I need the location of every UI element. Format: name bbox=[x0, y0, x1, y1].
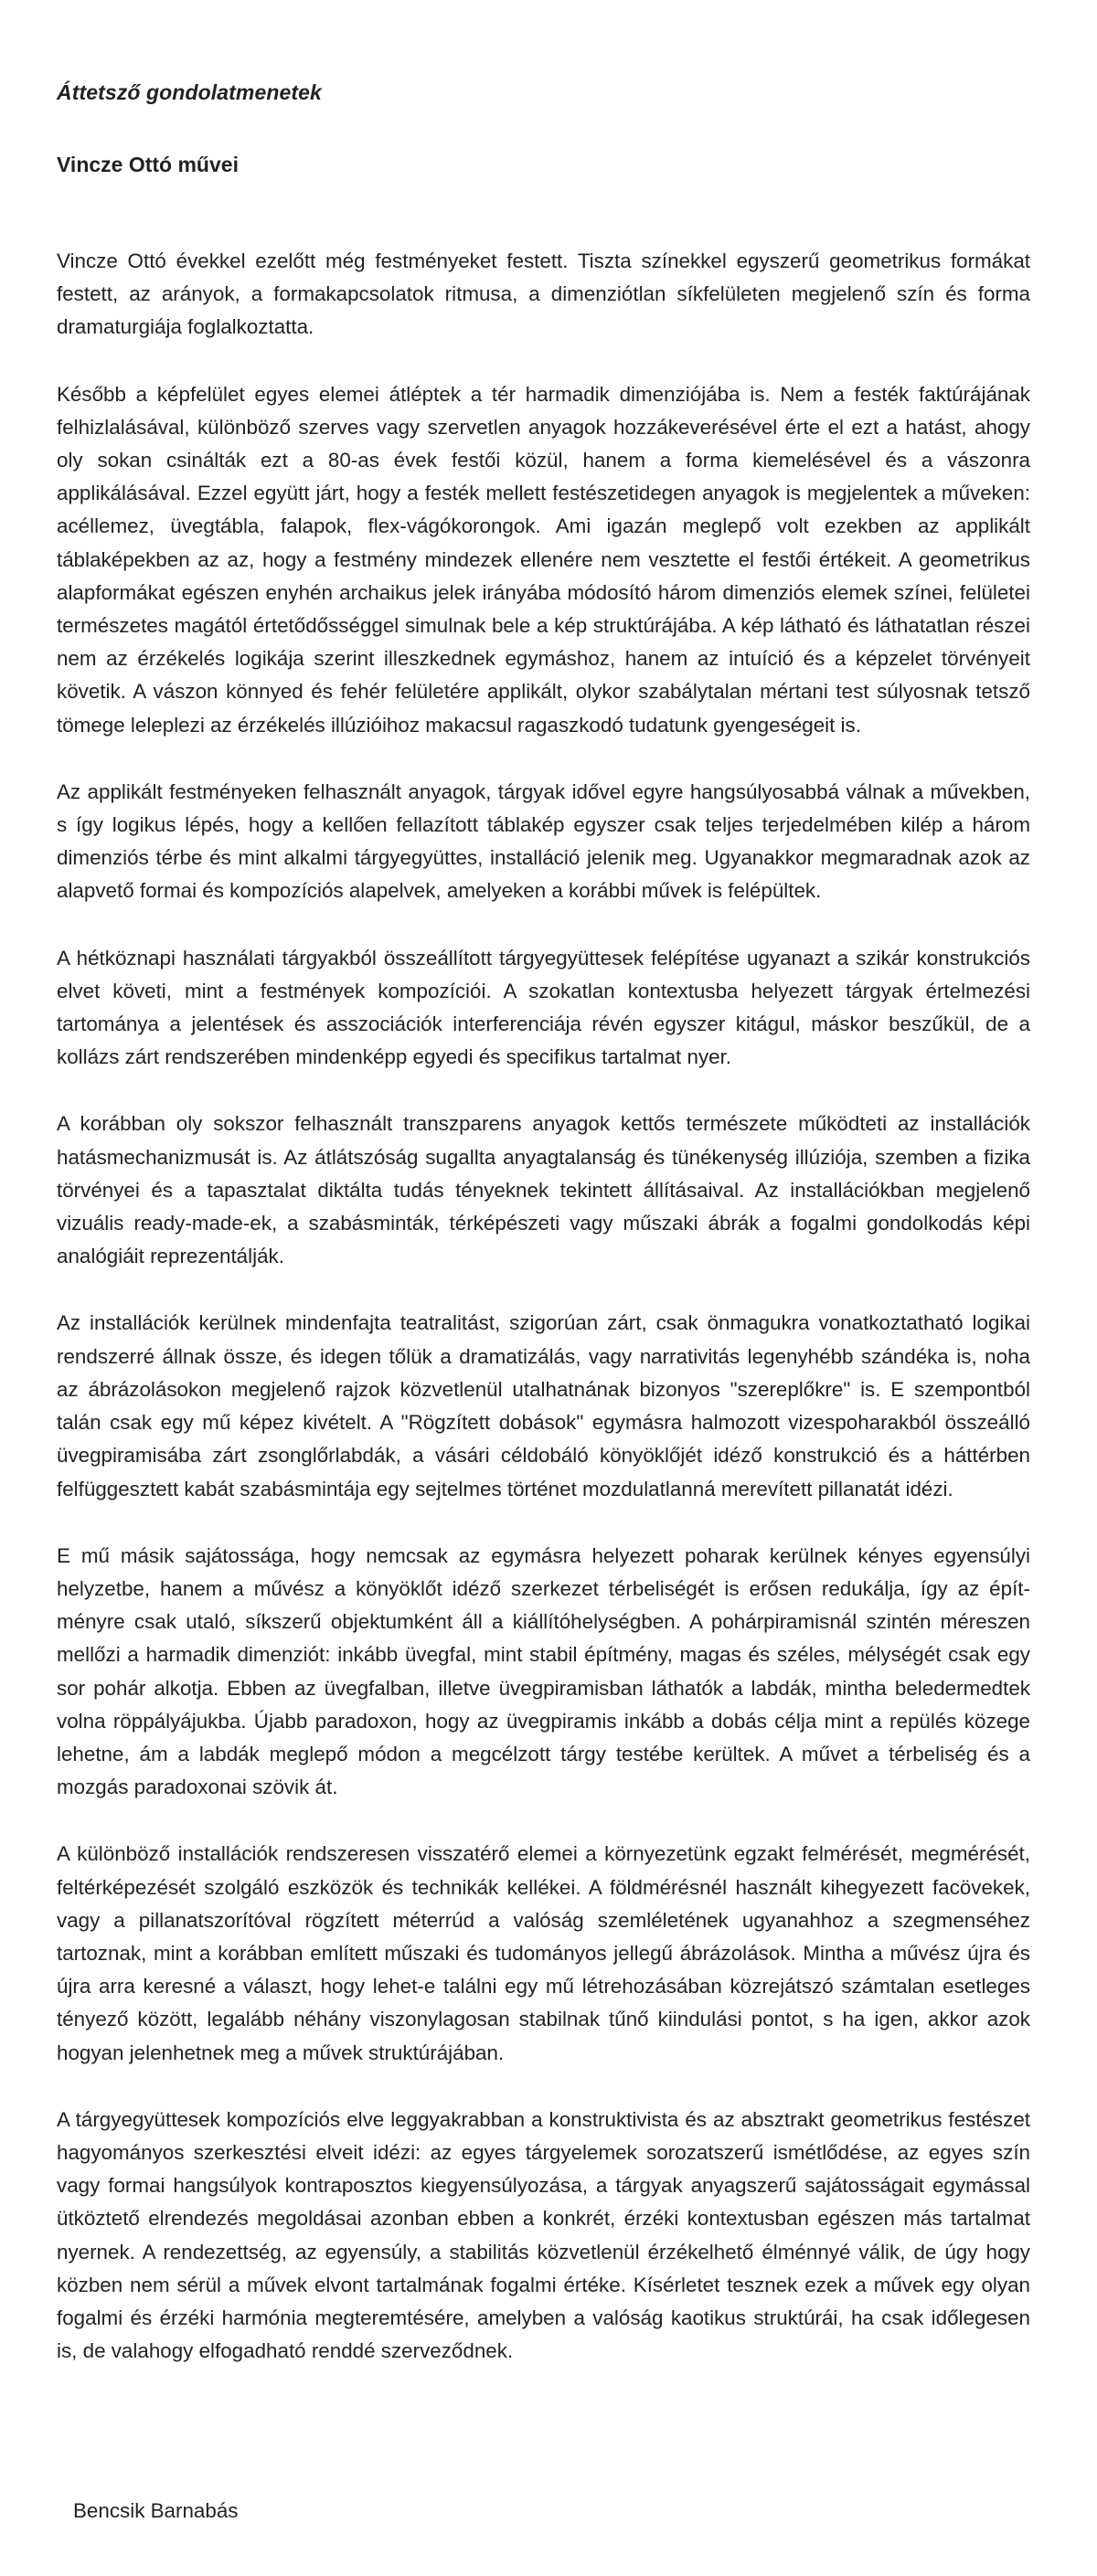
paragraph: E mű másik sajátossága, hogy nemcsak az egymásra helyezett poharak kerülnek kényes egyensúlyi helyzetbe, hanem a művész a könyöklőt idéző szerkezet térbeliségét is erősen redukálja, így az építményre csak utaló, síkszerű objektumként áll a kiállítóhelységben. A pohárpiramisnál szintén méreszen mellőzi a harmadik dimenziót: inkább üvegfal, mint stabil építmény, magas és széles, mélységét csak egy sor pohár alkotja. Ebben az üvegfalban, illetve üvegpiramisban láthatók a labdák, mintha beledermedtek volna röppályájukba. Újabb paradoxon, hogy az üvegpiramis inkább a dobás célja mint a repülés közege lehetne, ám a labdák meglepő módon a megcélzott tárgy testébe kerültek. A művet a térbeliség és a mozgás paradoxonai szövik át. bbox=[57, 1543, 1030, 1799]
paragraph: Az applikált festményeken felhasznált anyagok, tárgyak idővel egyre hangsúlyosabbá válnak a művekben, s így logikus lépés, hogy a kellően fellazított táblakép egyszer csak teljes terjedelmében kilép a három dimenziós térbe és mint alkalmi tárgyegyüttes, installáció jelenik meg. Ugyanakkor megmaradnak azok az alapvető formai és kompozíciós alapelvek, amelyeken a korábbi művek is felépültek. bbox=[57, 779, 1030, 903]
article-body bbox=[57, 245, 1030, 2401]
author-signature: Bencsik Barnabás bbox=[73, 2499, 239, 2522]
paragraph: A tárgyegyüttesek kompozíciós elve leggyakrabban a konstruktivista és az absztrakt geometrikus festészet hagyományos szerkesztési elveit idézi: az egyes tárgyelemek sorozatszerű ismétlődése, az egyes szín vagy formai hangsúlyok kontraposztos kiegyensúlyozása, a tárgyak anyagszerű sajátosságait egymással ütköztető elrendezés megoldásai azonban ebben a konkrét, érzéki kontextusban egészen más tartalmat nyernek. A rendezettség, az egyensúly, a stabilitás közvetlenül érzékelhető élménnyé válik, de úgy hogy közben nem sérül a művek elvont tartalmának fogalmi értéke. Kísérletet tesznek ezek a művek egy olyan fogalmi és érzéki harmónia megteremtésére, amelyben a valóság kaotikus struktúrái, ha csak időlegesen is, de valahogy elfogadható renddé szerveződnek. bbox=[57, 2107, 1030, 2363]
document-title: Áttetsző gondolatmenetek bbox=[57, 80, 322, 104]
document-subtitle: Vincze Ottó művei bbox=[57, 153, 239, 176]
paragraph: Vincze Ottó évekkel ezelőtt még festményeket festett. Tiszta színekkel egyszerű geometrikus formákat festett, az arányok, a formakapcsolatok ritmusa, a dimenziótlan síkfelületen megjelenő szín és forma dramaturgiája foglalkoztatta. bbox=[57, 249, 1030, 339]
paragraph: Az installációk kerülnek mindenfajta teatralitást, szigorúan zárt, csak önmagukra vonatkoztatható logikai rendszerré állnak össze, és idegen tőlük a dramatizálás, vagy narrativitás legenyhébb szándéka is, noha az ábrázolásokon megjelenő rajzok közvetlenül utalhatnának bizonyos "szereplőkre" is. E szempontból talán csak egy mű képez kivételt. A "Rögzített dobások" egymásra halmozott vizespoharakból összeálló üvegpiramisába zárt zsonglőrlabdák, a vásári céldobáló könyöklőjét idéző konstrukció és a háttérben felfüggesztett kabát szabásmintája egy sejtelmes történet mozdulatlanná merevített pillanatát idézi. bbox=[57, 1311, 1030, 1500]
paragraph: A különböző installációk rendszeresen visszatérő elemei a környezetünk egzakt felmérését, megmérését, feltérképezését szolgáló eszközök és technikák kellékei. A földmérésnél használt kihegyezett facövekek, vagy a pillanatszorítóval rögzített méterrúd a valóság szemléletének ugyanahhoz a szegmenséhez tartoznak, mint a korábban említett műszaki és tudományos jellegű ábrázolások. Mintha a művész újra és újra arra keresné a választ, hogy lehet-e találni egy mű létrehozásában közrejátszó számtalan esetleges tényező között, legalább néhány viszonylagosan stabilnak tűnő kiindulási pontot, s ha igen, akkor azok hogyan jelenhetnek meg a művek struktúrájában. bbox=[57, 1842, 1030, 2064]
paragraph: A hétköznapi használati tárgyakból összeállított tárgyegyüttesek felépítése ugyanazt a szikár konstrukciós elvet követi, mint a festmények kompozíciói. A szokatlan kontextusba helyezett tárgyak értelmezési tartománya a jelentések és asszociációk interferenciája révén egyszer kitágul, máskor beszűkül, de a kollázs zárt rendszerében mindenképp egyedi és specifikus tartalmat nyer. bbox=[57, 946, 1030, 1069]
paragraph: Később a képfelület egyes elemei átléptek a tér harmadik dimenziójába is. Nem a festék faktúrájának felhizlalásával, különböző szerves vagy szervetlen anyagok hozzákeverésével érte el ezt a hatást, ahogy oly sokan csinálták ezt a 80-as évek festői közül, hanem a forma kiemelésével és a vászonra applikálásával. Ezzel együtt járt, hogy a festék mellett festészetidegen anyagok is megjelentek a műveken: acéllemez, üvegtábla, falapok, flex-vágókorongok. Ami igazán meglepő volt ezekben az applikált táblaképekben az az, hogy a festmény mindezek ellenére nem vesztette el festői értékeit. A geometrikus alapformákat egészen enyhén archaikus jelek irányába módosító három dimenziós elemek színei, felületei természetes magától értetődősséggel simulnak bele a kép struktúrájába. A kép látható és láthatatlan részei nem az érzékelés logikája szerint illeszkednek egymáshoz, hanem az intuíció és a képzelet törvényeit követik. A vászon könnyed és fehér felületére applikált, olykor szabálytalan mértani test súlyosnak tetsző tömege leleplezi az érzékelés illúzióihoz makacsul ragaszkodó tudatunk gyengeségeit is. bbox=[57, 382, 1030, 737]
paragraph: A korábban oly sokszor felhasznált transzparens anyagok kettős természete működteti az installációk hatásmechanizmusát is. Az átlátszóság sugallta anyagtalanság és tünékenység illúziója, szemben a fizika törvényei és a tapasztalat diktálta tudás tényeknek tekintett állításaival. Az installációkban megjelenő vizuális ready-made-ek, a szabásminták, térképészeti vagy műszaki ábrák a fogalmi gondolkodás képi analógiáit reprezentálják. bbox=[57, 1112, 1030, 1268]
